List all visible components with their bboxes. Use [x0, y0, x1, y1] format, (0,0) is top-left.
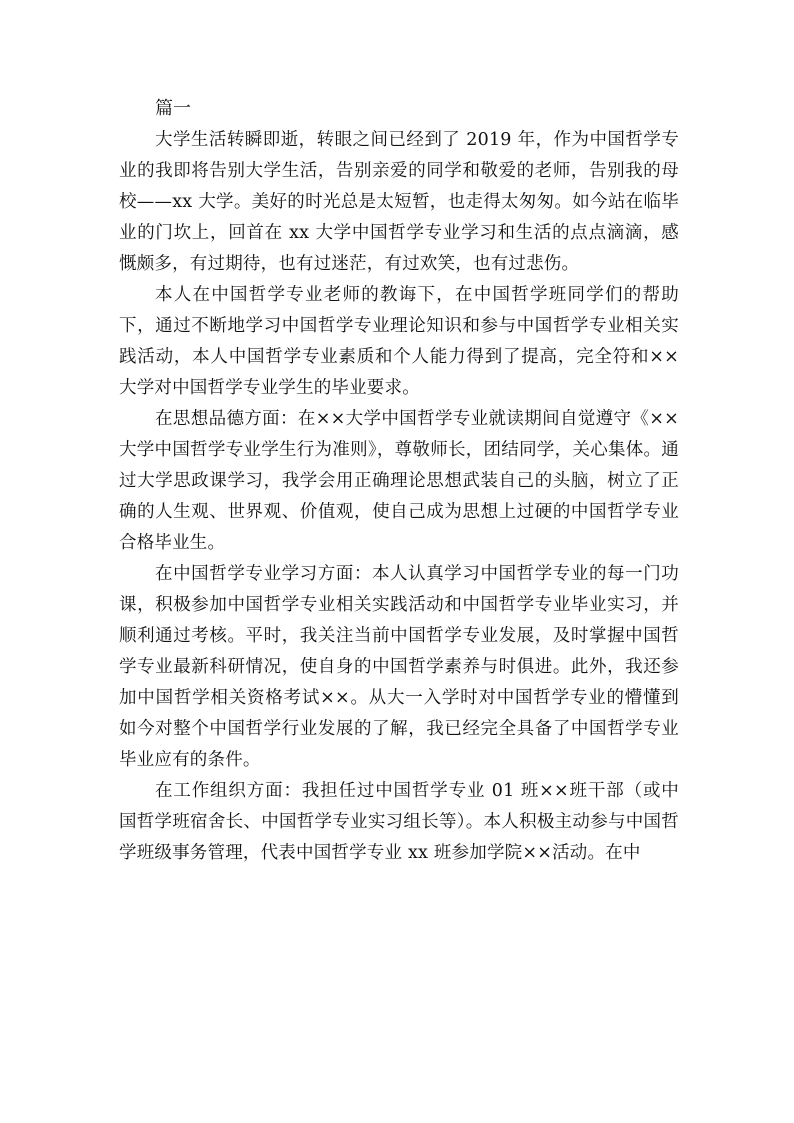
document-page — [119, 93, 679, 869]
paragraph-summary: 本人在中国哲学专业老师的教诲下，在中国哲学班同学们的帮助下，通过不断地学习中国哲学专业理论知识和参与中国哲学专业相关实践活动，本人中国哲学专业素质和个人能力得到了提高，完全符和××大学对中国哲学专业学生的毕业要求。 — [119, 285, 679, 398]
paragraph-study: 在中国哲学专业学习方面：本人认真学习中国哲学专业的每一门功课，积极参加中国哲学专业相关实践活动和中国哲学专业毕业实习，并顺利通过考核。平时，我关注当前中国哲学专业发展，及时掌握中国哲学专业最新科研情况，使自身的中国哲学素养与时俱进。此外，我还参加中国哲学相关资格考试××。从大一入学时对中国哲学专业的懵懂到如今对整个中国哲学行业发展的了解，我已经完全具备了中国哲学专业毕业应有的条件。 — [119, 564, 679, 770]
paragraph-moral-character: 在思想品德方面：在××大学中国哲学专业就读期间自觉遵守《××大学中国哲学专业学生行为准则》，尊敬师长，团结同学，关心集体。通过大学思政课学习，我学会用正确理论思想武装自己的头脑，树立了正确的人生观、世界观、价值观，使自己成为思想上过硬的中国哲学专业合格毕业生。 — [119, 409, 679, 553]
paragraph-work-organization: 在工作组织方面：我担任过中国哲学专业 01 班××班干部（或中国哲学班宿舍长、中国哲学专业实习组长等）。本人积极主动参与中国哲学班级事务管理，代表中国哲学专业 xx 班参加学院××活动。在中 — [119, 781, 679, 863]
paragraph-intro: 大学生活转瞬即逝，转眼之间已经到了 2019 年，作为中国哲学专业的我即将告别大学生活，告别亲爱的同学和敬爱的老师，告别我的母校——xx 大学。美好的时光总是太短暂，也走得太匆匆。如今站在临毕业的门坎上，回首在 xx 大学中国哲学专业学习和生活的点点滴滴，感慨颇多，有过期待，也有过迷茫，有过欢笑，也有过悲伤。 — [119, 130, 679, 274]
section-heading: 篇一 — [155, 98, 191, 119]
